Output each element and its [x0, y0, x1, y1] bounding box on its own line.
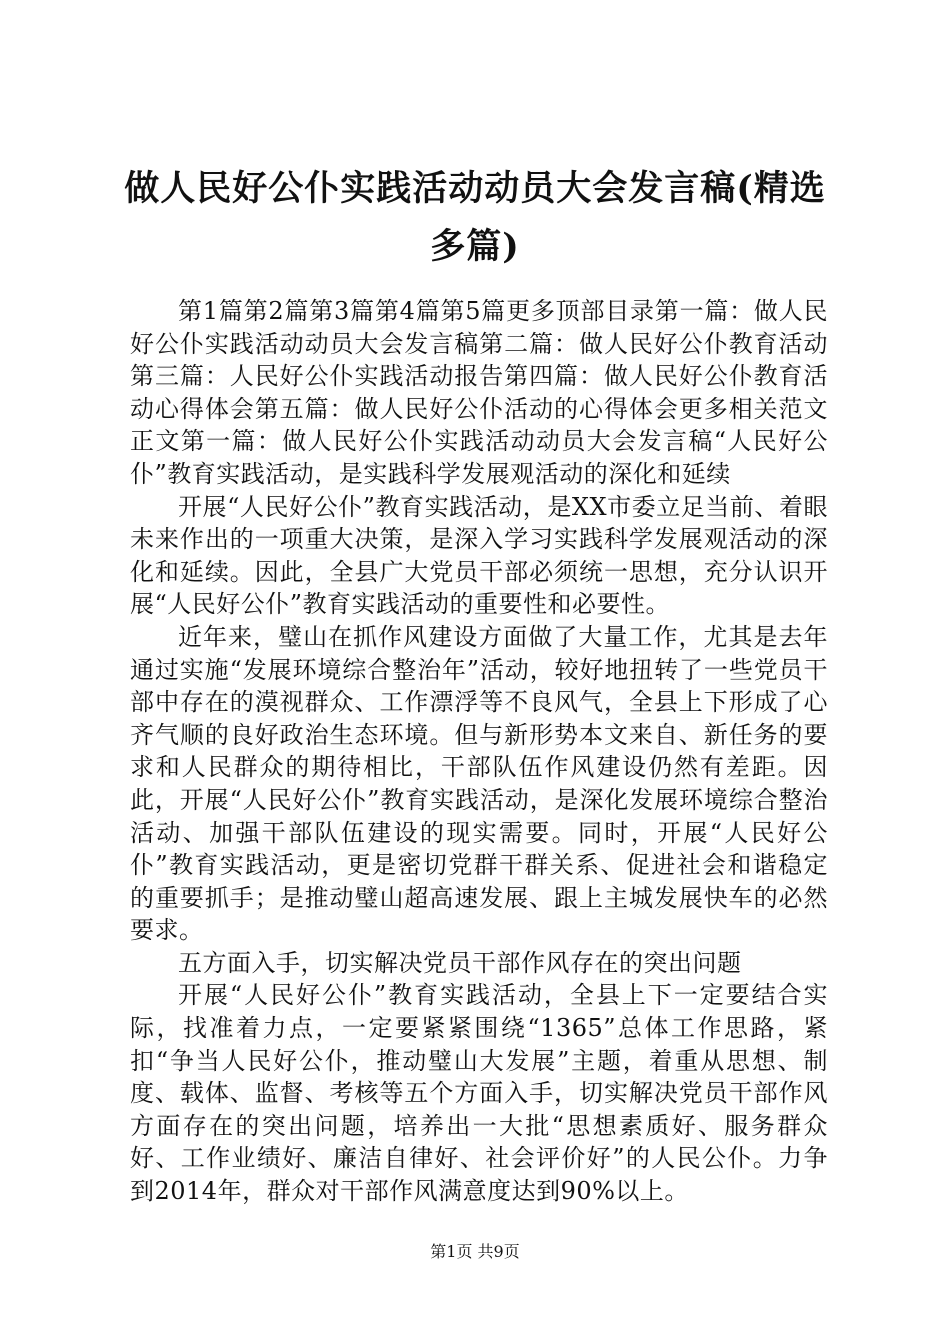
section-heading: 五方面入手，切实解决党员干部作风存在的突出问题 [178, 948, 742, 977]
paragraph-2: 近年来，璧山在抓作风建设方面做了大量工作，尤其是去年通过实施“发展环境综合整治年”活动，较好地扭转了一些党员干部中存在的漠视群众、工作漂浮等不良风气，全县上下形成了心齐气顺的良好政治生态环境。但与新形势本文来自、新任务的要求和人民群众的期待相比，干部队伍作风建设仍然有差距。因此，开展“人民好公仆”教育实践活动，是深化发展环境综合整治活动、加强干部队伍建设的现实需要。同时，开展“人民好公仆”教育实践活动，更是密切党群干群关系、促进社会和谐稳定的重要抓手；是推动璧山超高速发展、跟上主城发展快车的必然要求。 [130, 622, 828, 945]
page-footer: 第1页 共9页 [430, 1242, 520, 1261]
paragraph-1: 开展“人民好公仆”教育实践活动，是XX市委立足当前、着眼未来作出的一项重大决策，是深入学习实践科学发展观活动的深化和延续。因此，全县广大党员干部必须统一思想，充分认识开展“人民好公仆”教育实践活动的重要性和必要性。 [130, 492, 828, 619]
document-title: 做人民好公仆实践活动动员大会发言稿(精选多篇) [124, 168, 826, 267]
document-body [130, 295, 828, 1208]
paragraph-3: 开展“人民好公仆”教育实践活动，全县上下一定要结合实际，找准着力点，一定要紧紧围绕“1365”总体工作思路，紧扣“争当人民好公仆，推动璧山大发展”主题，着重从思想、制度、载体、监督、考核等五个方面入手，切实解决党员干部作风方面存在的突出问题，培养出一大批“思想素质好、服务群众好、工作业绩好、廉洁自律好、社会评价好”的人民公仆。力争到2014年，群众对干部作风满意度达到90%以上。 [130, 981, 828, 1206]
paragraph-toc: 第1篇第2篇第3篇第4篇第5篇更多顶部目录第一篇：做人民好公仆实践活动动员大会发言稿第二篇：做人民好公仆教育活动第三篇：人民好公仆实践活动报告第四篇：做人民好公仆教育活动心得体会第五篇：做人民好公仆活动的心得体会更多相关范文正文第一篇：做人民好公仆实践活动动员大会发言稿“人民好公仆”教育实践活动，是实践科学发展观活动的深化和延续 [130, 297, 828, 488]
